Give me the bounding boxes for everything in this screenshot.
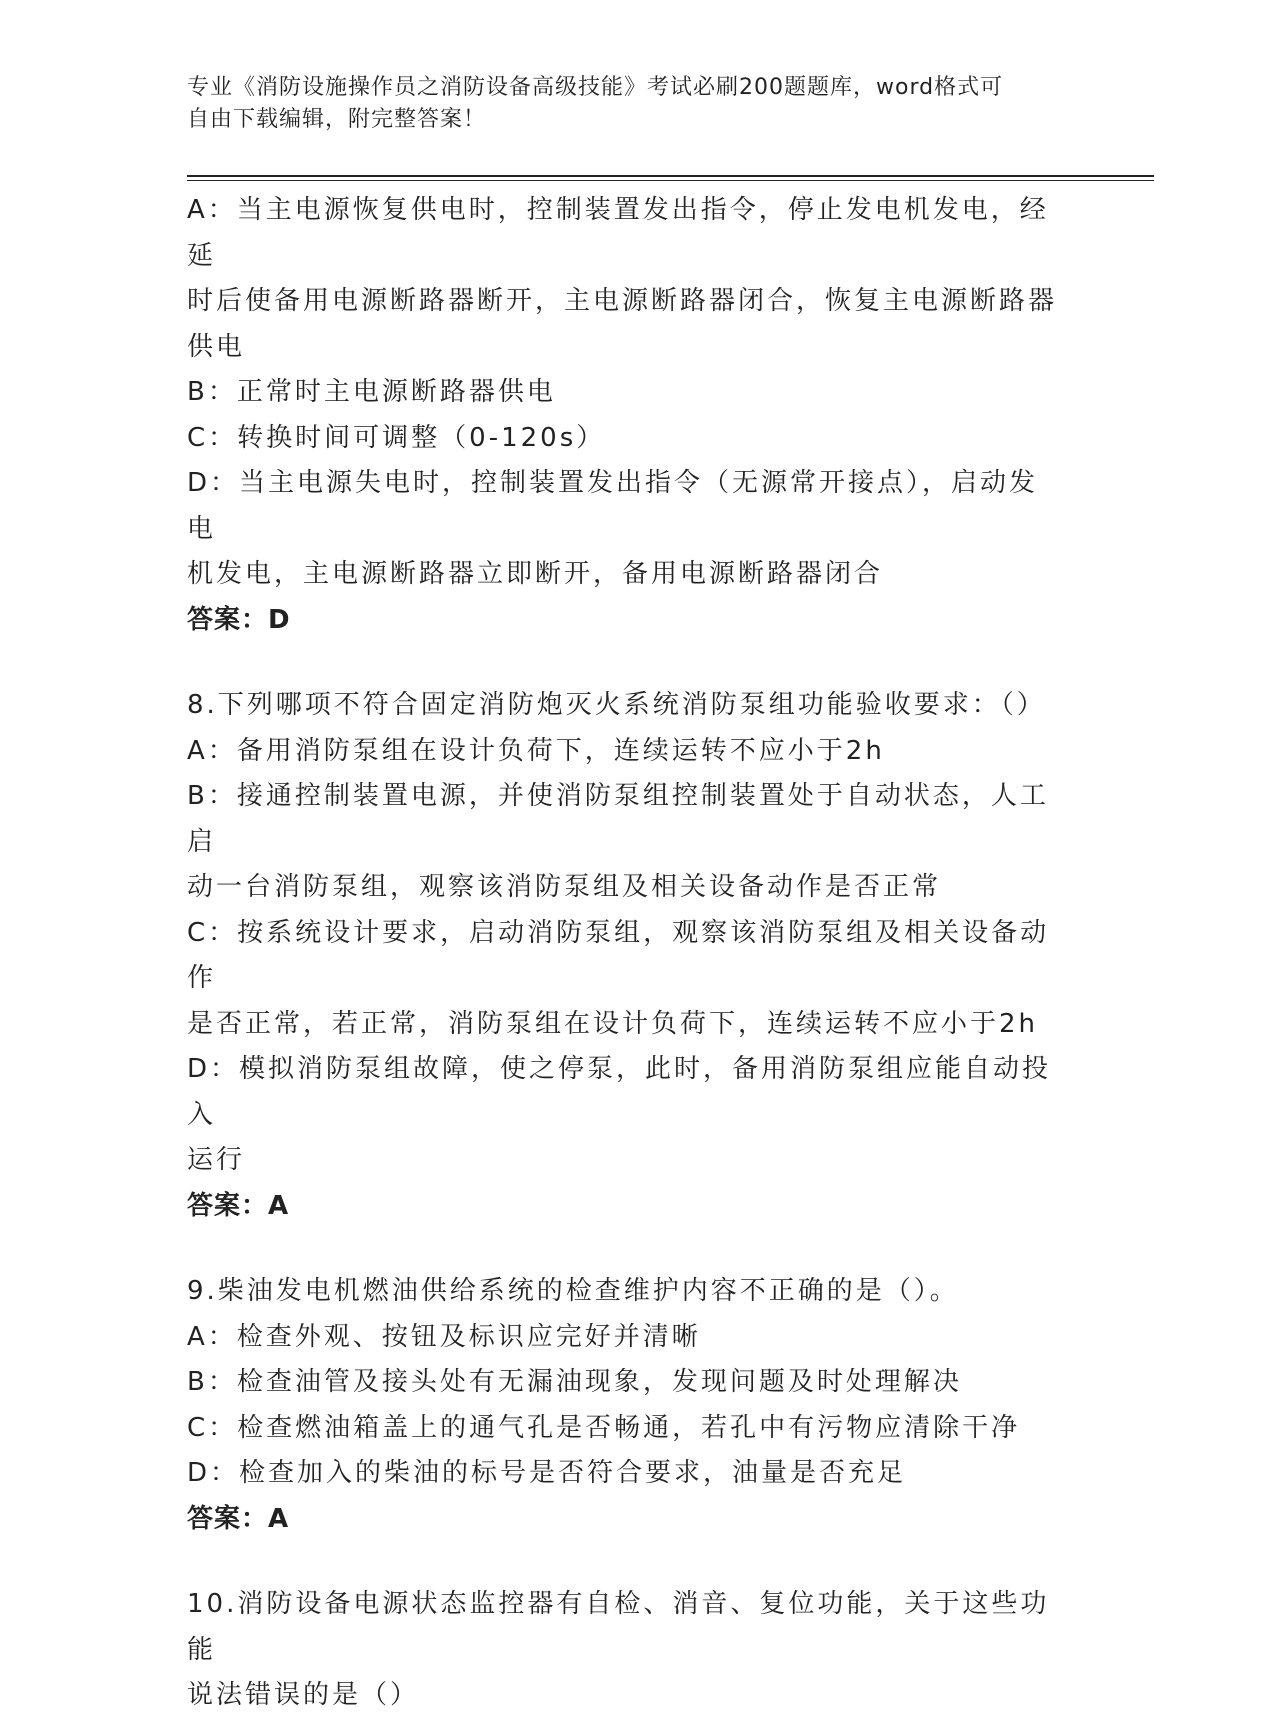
option-d-line-2: 运行 — [187, 1145, 246, 1175]
spacer — [187, 1542, 1067, 1582]
option-b: B：检查油管及接头处有无漏油现象，发现问题及时处理解决 — [187, 1367, 962, 1397]
option-c-line-2: 是否正常，若正常，消防泵组在设计负荷下，连续运转不应小于2h — [187, 1008, 1039, 1039]
spacer — [187, 1229, 1067, 1269]
question-8 — [187, 683, 1067, 1229]
option-b-line-1: B：接通控制装置电源，并使消防泵组控制装置处于自动状态，人工启 — [187, 781, 1049, 857]
option-b: B：正常时主电源断路器供电 — [187, 377, 556, 407]
option-d-line-1: D：当主电源失电时，控制装置发出指令（无源常开接点），启动发电 — [187, 468, 1039, 544]
option-a: A：检查外观、按钮及标识应完好并清晰 — [187, 1321, 701, 1352]
question-text-line-2: 说法错误的是（） — [187, 1680, 420, 1710]
question-7-options — [187, 188, 1067, 643]
answer: 答案：D — [187, 604, 291, 635]
document-header — [187, 72, 1067, 136]
question-text-line-1: 10.消防设备电源状态监控器有自检、消音、复位功能，关于这些功能 — [187, 1589, 1050, 1665]
option-a: A：备用消防泵组在设计负荷下，连续运转不应小于2h — [187, 735, 885, 766]
option-d-line-1: D：模拟消防泵组故障，使之停泵，此时，备用消防泵组应能自动投入 — [187, 1054, 1052, 1130]
spacer — [187, 643, 1067, 683]
question-9 — [187, 1269, 1067, 1542]
option-d-line-2: 机发电，主电源断路器立即断开，备用电源断路器闭合 — [187, 559, 884, 589]
header-line-1: 专业《消防设施操作员之消防设备高级技能》考试必刷200题题库，word格式可 — [187, 75, 1004, 100]
option-d: D：检查加入的柴油的标号是否符合要求，油量是否充足 — [187, 1458, 907, 1488]
option-a-line-1: A：当主电源恢复供电时，控制装置发出指令，停止发电机发电，经延 — [187, 195, 1049, 271]
option-b-line-2: 动一台消防泵组，观察该消防泵组及相关设备动作是否正常 — [187, 872, 942, 902]
option-c: C：检查燃油箱盖上的通气孔是否畅通，若孔中有污物应清除干净 — [187, 1412, 1021, 1443]
option-a-line-2: 时后使备用电源断路器断开，主电源断路器闭合，恢复主电源断路器 — [187, 286, 1058, 316]
option-c: C：转换时间可调整（0-120s） — [187, 422, 606, 453]
question-list — [187, 188, 1067, 1719]
option-a-line-3: 供电 — [187, 331, 246, 362]
question-text: 9.柴油发电机燃油供给系统的检查维护内容不正确的是（）。 — [187, 1276, 959, 1306]
header-divider-thin — [187, 180, 1154, 181]
option-c-line-1: C：按系统设计要求，启动消防泵组，观察该消防泵组及相关设备动作 — [187, 917, 1050, 993]
question-10 — [187, 1582, 1067, 1719]
answer: 答案：A — [187, 1503, 290, 1534]
question-text: 8.下列哪项不符合固定消防炮灭火系统消防泵组功能验收要求：（） — [187, 690, 1046, 720]
header-divider-thick — [187, 175, 1154, 177]
answer: 答案：A — [187, 1190, 290, 1221]
header-line-2: 自由下载编辑，附完整答案！ — [187, 107, 487, 132]
